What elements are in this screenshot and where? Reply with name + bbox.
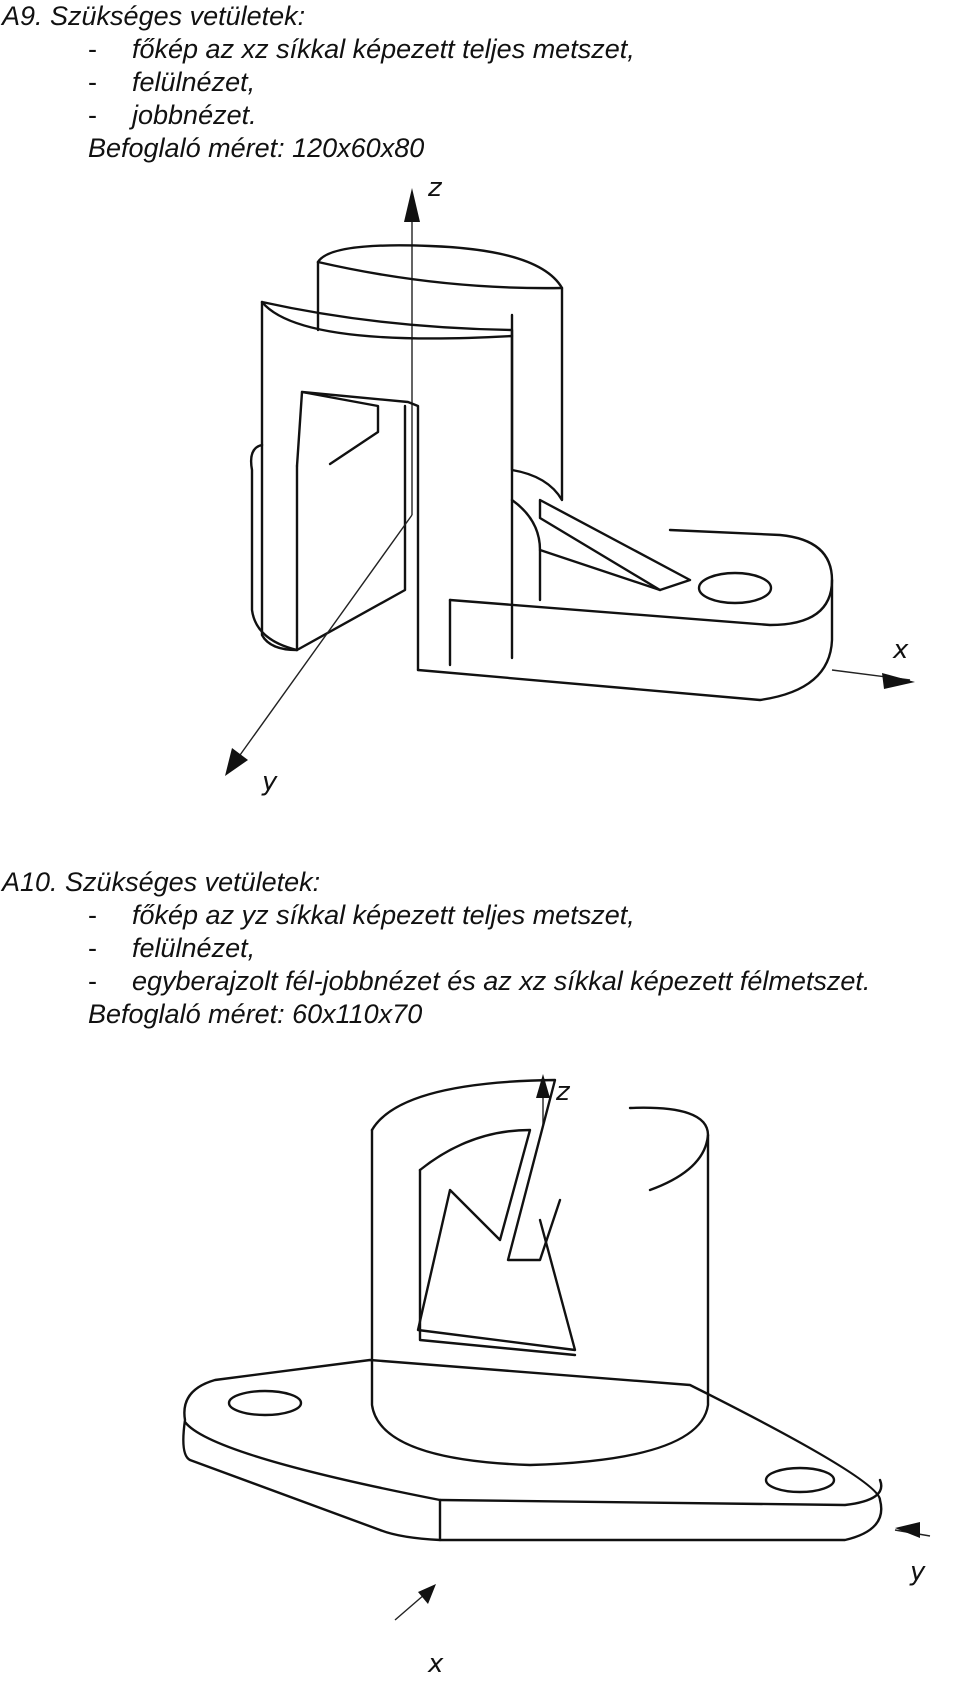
a9-rib-base xyxy=(512,500,540,600)
a10-z-arrow xyxy=(536,1074,550,1098)
a10-cylinder xyxy=(372,1130,708,1465)
a9-inner-window xyxy=(297,392,378,466)
a10-cylinder-rim-right xyxy=(630,1108,708,1190)
a9-left-post xyxy=(262,445,297,650)
a9-left-round xyxy=(251,445,297,650)
a10-z-label: z xyxy=(556,1077,570,1107)
a10-x-arrow xyxy=(418,1584,436,1604)
a9-rib-edge xyxy=(540,550,660,590)
a9-front-wall-curve xyxy=(262,302,512,338)
a9-z-arrow xyxy=(404,188,420,222)
task-a9-view-2: - felülnézet, xyxy=(88,67,256,97)
task-a9-dimension: Befoglaló méret: 120x60x80 xyxy=(88,133,425,163)
a9-x-arrow xyxy=(882,673,915,689)
task-a10-view-2: - felülnézet, xyxy=(88,933,256,963)
a9-column-front xyxy=(297,406,405,650)
task-a9-view-1: - főkép az xz síkkal képezett teljes metszet, xyxy=(88,34,635,64)
a10-base-top-edge xyxy=(185,1422,881,1505)
a10-x-label: x xyxy=(428,1649,444,1679)
a9-base-top-edge xyxy=(450,580,832,625)
a10-hole-right xyxy=(766,1468,834,1492)
task-a9-title: A9. Szükséges vetületek: xyxy=(2,1,306,31)
a10-slot xyxy=(418,1130,575,1350)
a10-y-label: y xyxy=(910,1557,926,1587)
a9-hole xyxy=(699,573,771,603)
a9-front-wall xyxy=(262,302,512,658)
task-a9-view-3: - jobbnézet. xyxy=(88,100,257,130)
a10-hole-left xyxy=(229,1391,301,1415)
a9-rib xyxy=(540,500,690,590)
a9-x-label: x xyxy=(893,635,909,665)
task-a9 xyxy=(0,0,635,165)
task-a10-view-1: - főkép az yz síkkal képezett teljes metszet, xyxy=(88,900,635,930)
task-a10-dimension: Befoglaló méret: 60x110x70 xyxy=(88,999,423,1029)
task-a10-view-3: - egyberajzolt fél-jobbnézet és az xz síkkal képezett félmetszet. xyxy=(88,966,871,996)
drawing-a10-isometric-part xyxy=(0,1060,960,1680)
a9-z-label: z xyxy=(428,173,442,203)
a9-base-plate xyxy=(418,530,832,700)
a10-cylinder-rim xyxy=(372,1080,560,1260)
a10-base-plate xyxy=(183,1360,881,1540)
a9-back-wall-top xyxy=(318,262,562,288)
a9-y-label: y xyxy=(262,767,278,797)
drawing-a9-isometric-part xyxy=(0,170,960,850)
task-a10 xyxy=(0,866,870,1031)
a9-y-arrow xyxy=(225,748,248,776)
task-a10-title: A10. Szükséges vetületek: xyxy=(2,867,321,897)
